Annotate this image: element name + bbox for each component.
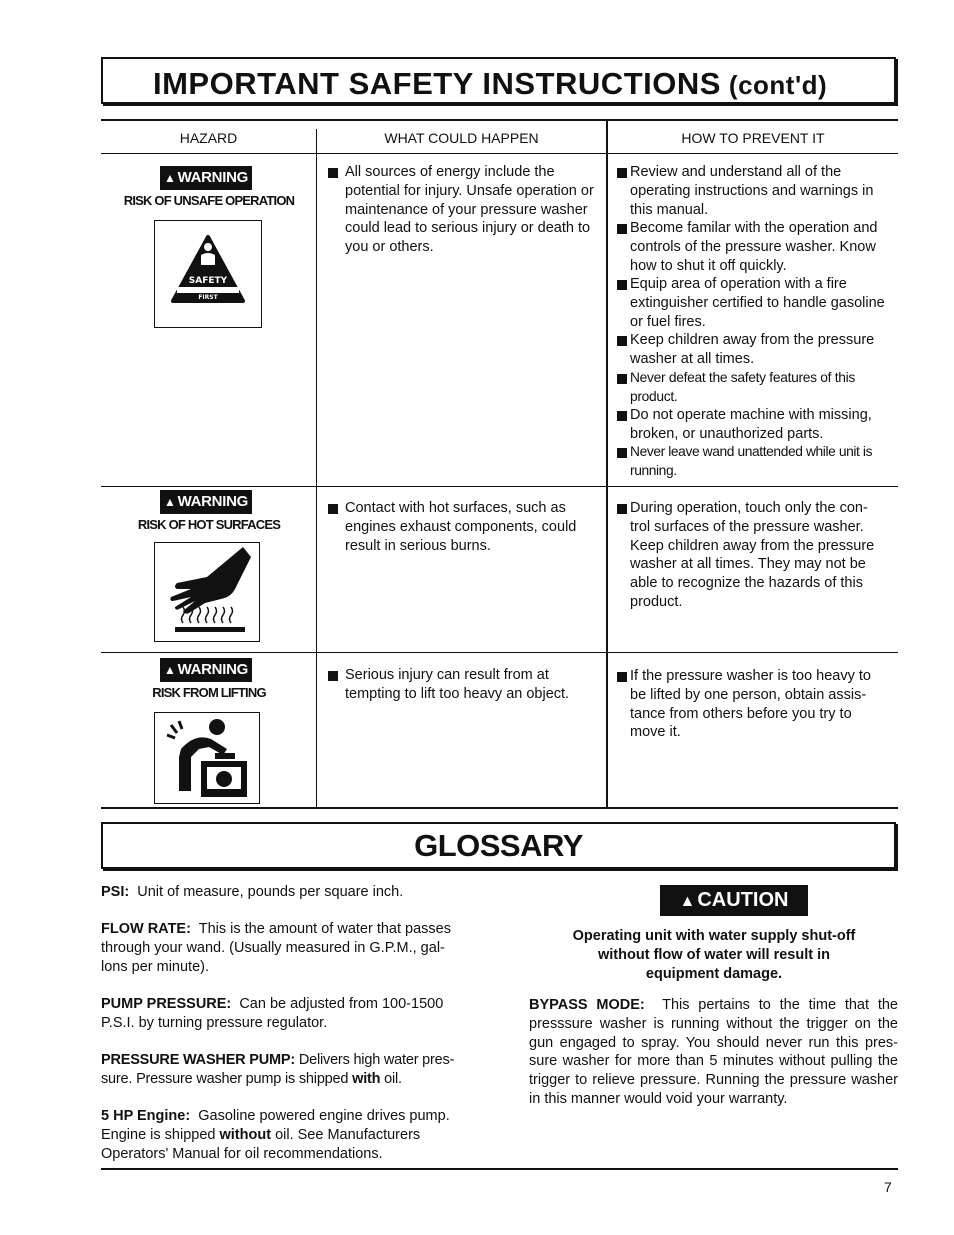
what-could-happen-text: Serious injury can result from at tempting to lift too heavy an object. bbox=[345, 667, 570, 702]
column-header-what-could-happen: WHAT COULD HAPPEN bbox=[384, 130, 539, 146]
bullet bbox=[328, 671, 338, 681]
page-title: IMPORTANT SAFETY INSTRUCTIONS (cont'd) bbox=[153, 66, 828, 101]
glossary-banner bbox=[101, 822, 896, 869]
bullet bbox=[617, 504, 627, 514]
glossary-title: GLOSSARY bbox=[414, 828, 583, 863]
risk-hot-surfaces: RISK OF HOT SURFACES bbox=[137, 517, 281, 532]
prevent-item: If the pressure washer is too heavy to be lifted by one person, obtain assis- tance from others before you try to move it. bbox=[630, 668, 871, 741]
row-rule-1 bbox=[101, 486, 898, 487]
bullet bbox=[328, 168, 338, 178]
bullet bbox=[617, 168, 627, 178]
prevent-item: Do not operate machine with missing, broken, or unauthorized parts. bbox=[630, 407, 872, 442]
warning-label: ▲ WARNING bbox=[160, 166, 252, 190]
column-header-how-to-prevent: HOW TO PREVENT IT bbox=[681, 130, 825, 146]
table-bottom-rule bbox=[101, 807, 898, 809]
bullet bbox=[617, 448, 627, 458]
lifting-hazard-icon bbox=[154, 712, 260, 804]
table-top-rule bbox=[101, 119, 898, 121]
column-divider-1 bbox=[316, 129, 317, 808]
bullet bbox=[617, 672, 627, 682]
bullet bbox=[617, 411, 627, 421]
warning-triangle-icon: ▲ bbox=[164, 495, 176, 509]
caution-triangle-icon: ▲ bbox=[679, 893, 696, 910]
caution-label: ▲ CAUTION bbox=[660, 885, 808, 916]
bullet bbox=[617, 224, 627, 234]
safety-first-icon bbox=[154, 220, 262, 328]
what-could-happen-text: Contact with hot surfaces, such as engines exhaust components, could result in serious burns. bbox=[345, 500, 577, 554]
glossary-entry-engine: 5 HP Engine: Gasoline powered engine drives pump. Engine is shipped without oil. See Manufacturers Operators' Manual for oil recommendations. bbox=[101, 1108, 450, 1162]
svg-text:FIRST: FIRST bbox=[198, 294, 218, 301]
prevent-item: Equip area of operation with a fire extinguisher certified to handle gasoline or fuel fires. bbox=[630, 276, 885, 330]
risk-unsafe-operation: RISK OF UNSAFE OPERATION bbox=[123, 193, 295, 208]
svg-text:SAFETY: SAFETY bbox=[188, 276, 228, 286]
safety-title-banner bbox=[101, 57, 896, 104]
warning-label: ▲ WARNING bbox=[160, 658, 252, 682]
prevent-item: Become familar with the operation and controls of the pressure washer. Know how to shut it off quickly. bbox=[630, 220, 878, 274]
bullet bbox=[617, 374, 627, 384]
glossary-entry-pressure-washer-pump: PRESSURE WASHER PUMP: Delivers high water pres- sure. Pressure washer pump is shipped with oil. bbox=[101, 1052, 455, 1087]
footer-rule bbox=[101, 1168, 898, 1170]
warning-triangle-icon: ▲ bbox=[164, 171, 176, 185]
glossary-entry-psi: PSI: Unit of measure, pounds per square inch. bbox=[101, 884, 404, 900]
caution-text: Operating unit with water supply shut-off without flow of water will result in equipment damage. bbox=[572, 928, 856, 982]
glossary-entry-bypass-mode: BYPASS MODE: This pertains to the time that the presssure washer is running without the trigger on the gun engaged to spray. You should never run this pres- sure washer for more than 5 minutes without pulling the trigger to relieve pressure. Running the pressure washer in this manner would void your warranty. bbox=[529, 997, 898, 1107]
bullet bbox=[617, 336, 627, 346]
warning-label: ▲ WARNING bbox=[160, 490, 252, 514]
prevent-item: Review and understand all of the operating instructions and warnings in this manual. bbox=[630, 164, 874, 218]
prevent-item: Keep children away from the pressure washer at all times. bbox=[630, 332, 875, 367]
prevent-item: Never leave wand unattended while unit is running. bbox=[630, 444, 873, 478]
row-rule-2 bbox=[101, 652, 898, 653]
column-header-hazard: HAZARD bbox=[179, 130, 238, 146]
hot-surface-hand-icon bbox=[154, 542, 260, 642]
bullet bbox=[328, 504, 338, 514]
risk-from-lifting: RISK FROM LIFTING bbox=[152, 685, 266, 700]
prevent-item: Never defeat the safety features of this product. bbox=[630, 370, 855, 404]
prevent-item: During operation, touch only the con- trol surfaces of the pressure washer. Keep children away from the pressure washer at all times. They may not be able to recognize the hazards of this product. bbox=[630, 500, 875, 610]
column-divider-2 bbox=[606, 121, 608, 808]
glossary-entry-pump-pressure: PUMP PRESSURE: Can be adjusted from 100-1500 P.S.I. by turning pressure regulator. bbox=[101, 996, 444, 1031]
glossary-entry-flow-rate: FLOW RATE: This is the amount of water that passes through your wand. (Usually measured in G.P.M., gal- lons per minute). bbox=[101, 921, 451, 975]
bullet bbox=[617, 280, 627, 290]
what-could-happen-text: All sources of energy include the potential for injury. Unsafe operation or maintenance of your pressure washer could lead to serious injury or death to you or others. bbox=[345, 164, 594, 256]
warning-triangle-icon: ▲ bbox=[164, 663, 176, 677]
page-number: 7 bbox=[884, 1179, 892, 1195]
header-rule bbox=[101, 153, 898, 154]
